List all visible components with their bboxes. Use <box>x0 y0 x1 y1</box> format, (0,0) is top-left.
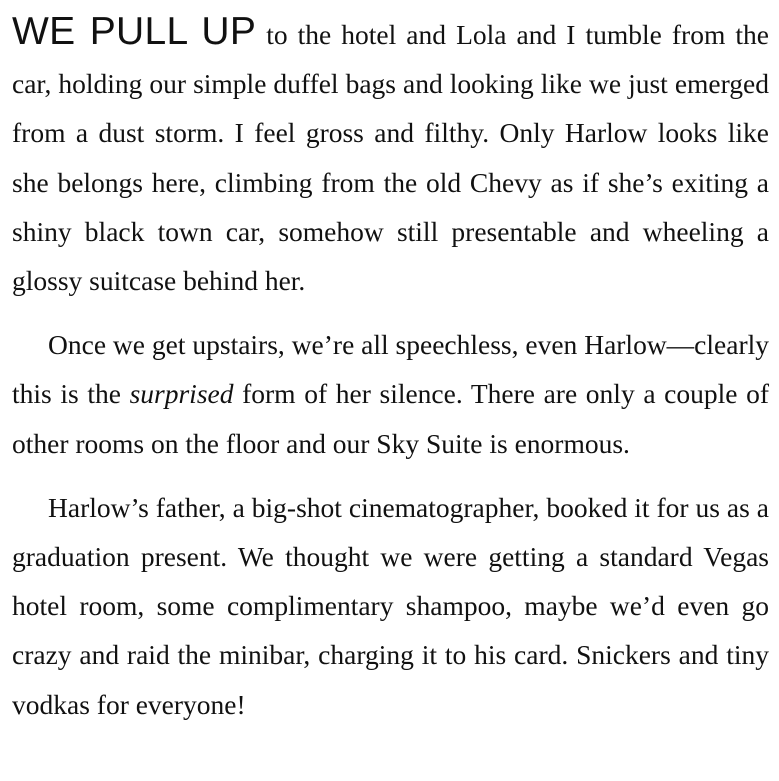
paragraph-3 <box>12 483 769 729</box>
paragraph-2 <box>12 320 769 468</box>
paragraph-2-text-after: form of her silence. There are only a couple of other rooms on the floor and our Sky Suite is enormous. <box>12 378 770 459</box>
chapter-lead-in: WE PULL UP <box>12 10 257 53</box>
book-page <box>12 0 769 729</box>
paragraph-2-text-before: Once we get upstairs, we’re all speechless, even Harlow—clearly this is the <box>12 329 769 410</box>
paragraph-2-emphasis: surprised <box>129 378 234 410</box>
paragraph-1 <box>12 10 769 305</box>
paragraph-3-text: Harlow’s father, a big-shot cinematographer, booked it for us as a graduation present. We thought we were getting a standard Vegas hotel room, some complimentary shampoo, maybe we’d even go crazy and raid the minibar, charging it to his card. Snickers and tiny vodkas for everyone! <box>12 491 769 720</box>
paragraph-1-text: to the hotel and Lola and I tumble from the car, holding our simple duffel bags and looking like we just emerged from a dust storm. I feel gross and filthy. Only Harlow looks like she belongs here, climbing from the old Chevy as if she’s exiting a shiny black town car, somehow still presentable and wheeling a glossy suitcase behind her. <box>12 19 770 297</box>
